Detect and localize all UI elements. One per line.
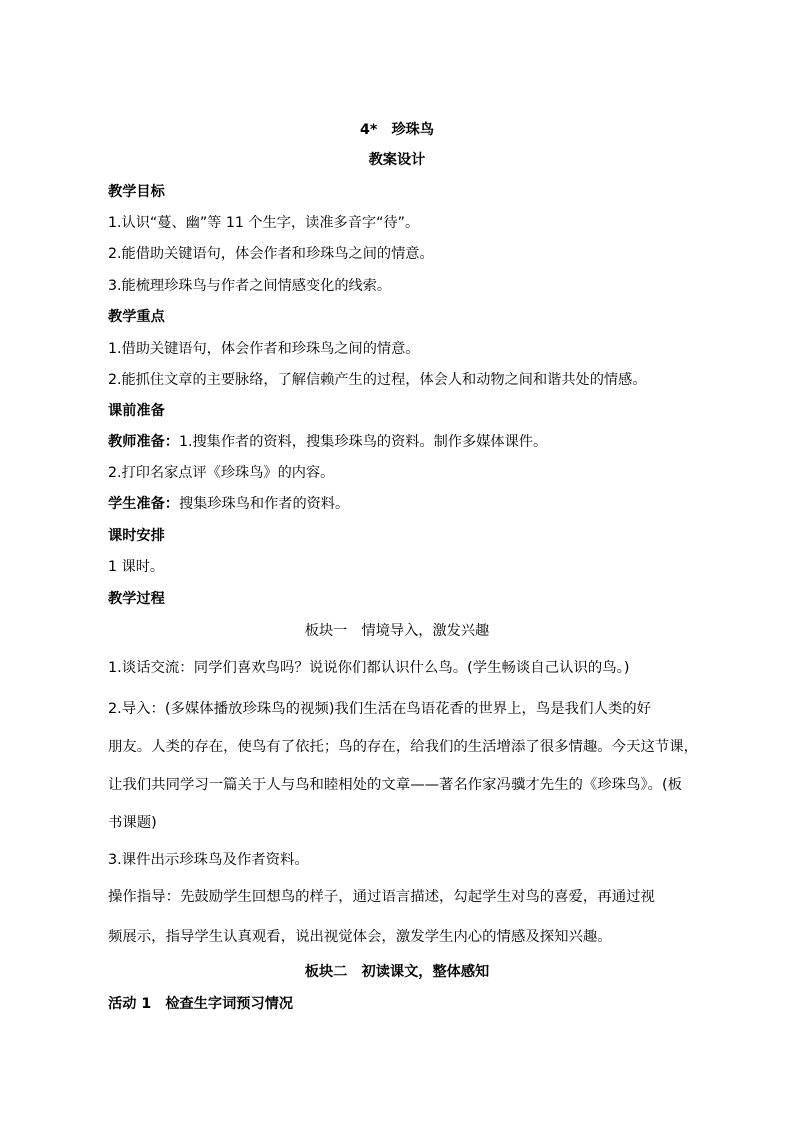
block1-item2 (108, 700, 728, 718)
block1-item1-label: 1.谈话交流： (108, 660, 194, 676)
goal-item: 2.能借助关键语句，体会作者和珍珠鸟之间的情意。 (108, 246, 434, 262)
student-prep-text: 搜集珍珠鸟和作者的资料。 (178, 496, 350, 512)
lesson-subtitle: 教案设计 (368, 152, 426, 168)
guide-text-1: 先鼓励学生回想鸟的样子，通过语言描述，勾起学生对鸟的喜爱，再通过视 (179, 889, 655, 905)
teacher-prep-line (108, 433, 728, 451)
block1-item2-line4: 书课题) (108, 815, 157, 831)
teacher-prep-label: 教师准备： (108, 434, 179, 450)
guide-line-1 (108, 888, 728, 906)
block1-item1-text: 同学们喜欢鸟吗？说说你们都认识什么鸟。(学生畅谈自己认识的鸟。) (193, 660, 630, 676)
block1-item3: 3.课件出示珍珠鸟及作者资料。 (108, 852, 309, 868)
block1-item1 (108, 659, 728, 677)
block-two-title: 板块二 初读课文，整体感知 (304, 964, 490, 980)
block1-item2-line2: 朋友。人类的存在，使鸟有了依托；鸟的存在，给我们的生活增添了很多情趣。今天这节课， (108, 739, 699, 755)
block1-item2-label: 2.导入： (108, 701, 165, 717)
goal-item: 3.能梳理珍珠鸟与作者之间情感变化的线索。 (108, 278, 392, 294)
schedule-heading: 课时安排 (108, 528, 165, 544)
block1-item2-line3: 让我们共同学习一篇关于人与鸟和睦相处的文章——著名作家冯骥才先生的《珍珠鸟》。(板 (108, 777, 683, 793)
block-one-title: 板块一 情境导入，激发兴趣 (304, 623, 490, 639)
schedule-text: 1 课时。 (108, 559, 165, 575)
process-heading: 教学过程 (108, 591, 165, 607)
goal-item: 1.认识“蔓、幽”等 11 个生字，读准多音字“待”。 (108, 215, 420, 231)
guide-label: 操作指导： (108, 889, 180, 905)
key-point-item: 2.能抓住文章的主要脉络，了解信赖产生的过程，体会人和动物之间和谐共处的情感。 (108, 372, 647, 388)
teacher-prep-text: 1.搜集作者的资料，搜集珍珠鸟的资料。制作多媒体课件。 (178, 434, 548, 450)
key-point-item: 1.借助关键语句，体会作者和珍珠鸟之间的情意。 (108, 341, 420, 357)
student-prep-line (108, 495, 728, 513)
student-prep-label: 学生准备： (108, 496, 179, 512)
block1-item2-line1: (多媒体播放珍珠鸟的视频)我们生活在鸟语花香的世界上，鸟是我们人类的好 (164, 701, 652, 717)
guide-line-2: 频展示，指导学生认真观看，说出视觉体会，激发学生内心的情感及探知兴趣。 (108, 929, 612, 945)
prep-heading: 课前准备 (108, 403, 165, 419)
key-points-heading: 教学重点 (108, 309, 165, 325)
teacher-prep-line-2: 2.打印名家点评《珍珠鸟》的内容。 (108, 465, 335, 481)
goals-heading: 教学目标 (108, 184, 165, 200)
lesson-title: 4* 珍珠鸟 (359, 122, 435, 138)
activity-one-heading: 活动 1 检查生字词预习情况 (108, 996, 294, 1012)
